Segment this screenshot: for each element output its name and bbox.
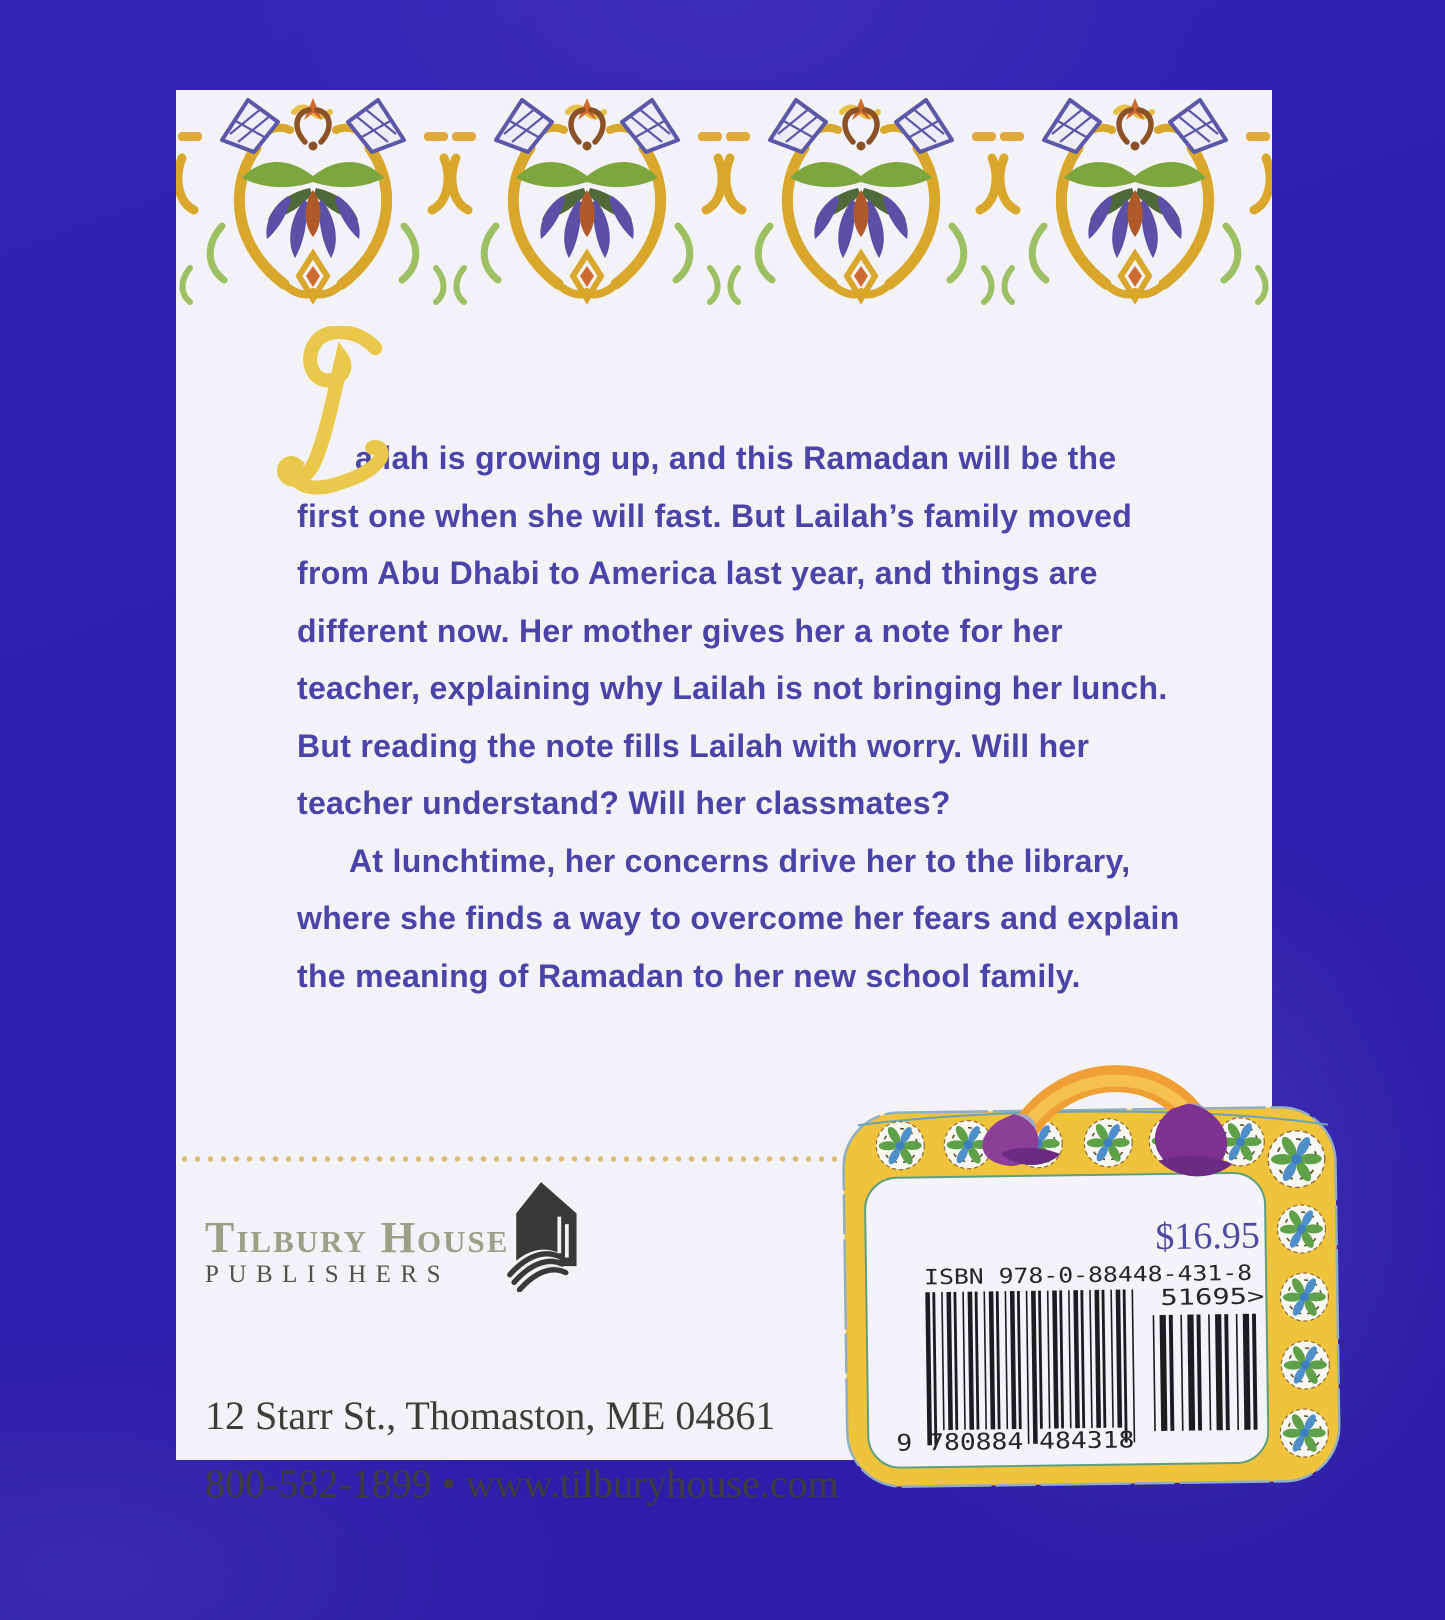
blurb-line: ailah is growing up, and this Ramadan will be the: [355, 440, 1117, 476]
blurb: [297, 430, 1197, 1005]
drop-cap: [271, 326, 403, 502]
publisher-logo: [205, 1180, 579, 1292]
publisher-block: [205, 1180, 839, 1506]
separator-bullet: •: [441, 1461, 456, 1506]
publisher-website: www.tilburyhouse.com: [465, 1461, 839, 1506]
blurb-line: At lunchtime, her concerns drive her to the library,: [349, 842, 1131, 879]
publisher-name: Tilbury House: [205, 1213, 510, 1262]
publisher-phone: 800-582-1899: [205, 1461, 432, 1506]
publisher-contact: [205, 1460, 839, 1507]
arabesque-border-art: [176, 90, 1272, 310]
lunchbox-illustration: [827, 1036, 1353, 1505]
publisher-subtitle: PUBLISHERS: [205, 1261, 451, 1288]
blurb-line: different now. Her mother gives her a note for her: [297, 612, 1063, 649]
dotted-divider: [178, 1152, 915, 1162]
blurb-line: But reading the note fills Lailah with worry. Will her: [297, 727, 1090, 764]
blurb-line: teacher understand? Will her classmates?: [297, 785, 951, 821]
blurb-line: where she finds a way to overcome her fears and explain: [297, 900, 1180, 936]
blurb-line: the meaning of Ramadan to her new school family.: [297, 957, 1081, 994]
blurb-line: teacher, explaining why Lailah is not bringing her lunch.: [297, 670, 1168, 706]
blurb-line: from Abu Dhabi to America last year, and things are: [297, 555, 1098, 591]
barcode-digits: 9 780884 484318: [896, 1427, 1105, 1457]
blurb-line: first one when she will fast. But Lailah’s family moved: [297, 497, 1133, 534]
price-label: $16.95: [1154, 1214, 1261, 1259]
publisher-address: 12 Starr St., Thomaston, ME 04861: [205, 1393, 776, 1438]
house-book-logo-icon: [503, 1180, 579, 1292]
supplement-code: 51695>: [1160, 1284, 1241, 1312]
isbn-label: ISBN 978-0-88448-431-8: [923, 1261, 1203, 1290]
